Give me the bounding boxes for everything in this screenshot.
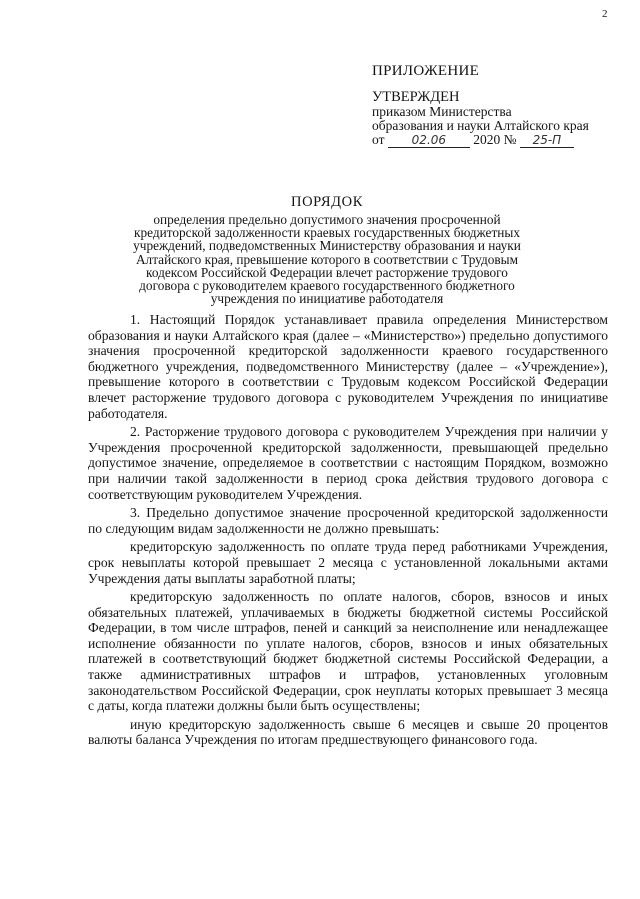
document-body [88,312,608,751]
order-year: 2020 [473,132,501,147]
from-label: от [372,132,385,147]
document-title-block [122,194,532,305]
handwritten-number: 25-П [520,134,574,148]
number-label: № [503,132,517,147]
order-line-2: образования и науки Алтайского края [372,118,589,133]
paragraph-3-item-2: кредиторскую задолженность по оплате налогов, сборов, взносов и иных обязательных платежей, уплачиваемых в бюджеты бюджетной системы Российской Федерации, в том числе штрафов, пеней и санкций за неисполнение или ненадлежащее исполнение обязанности по уплате налогов, сборов, взносов и иных обязательных платежей в соответствующий бюджет бюджетной системы Российской Федерации, а также административных штрафов и штрафов, установленных уголовным законодательством Российской Федерации, срок неуплаты которых превышает 3 месяца с даты, когда платежи должны были быть осуществлены; [88,589,608,714]
page-number: 2 [602,8,608,20]
appendix-label: ПРИЛОЖЕНИЕ [372,63,480,79]
paragraph-2: 2. Расторжение трудового договора с руководителем Учреждения при наличии у Учреждения просроченной кредиторской задолженности, превышающей предельно допустимое значение, определяемое в соответствии с настоящим Порядком, возможно при наличии такой задолженности в период срока действия трудового договора с соответствующим руководителем Учреждения. [88,424,608,502]
order-date-line [372,133,622,148]
paragraph-1: 1. Настоящий Порядок устанавливает правила определения Министерством образования и науки Алтайского края (далее – «Министерство») предельно допустимого значения просроченной кредиторской задолженности краевого государственного бюджетного учреждения, подведомственного Министерству (далее – «Учреждение»), превышение которого в соответствии с Трудовым кодексом Российской Федерации влечет расторжение трудового договора с руководителем Учреждения по инициативе работодателя. [88,312,608,421]
paragraph-3-item-3: иную кредиторскую задолженность свыше 6 месяцев и свыше 20 процентов валюты баланса Учреждения по итогам предшествующего финансового года. [88,716,608,748]
handwritten-date: 02.06 [388,134,470,148]
approved-label: УТВЕРЖДЕН [372,89,460,105]
document-title: ПОРЯДОК [291,194,363,210]
document-subtitle: определения предельно допустимого значения просроченной кредиторской задолженности краевых государственных бюджетных учреждений, подведомственных Министерству образования и науки Алтайского края, превышение которого в соответствии с Трудовым кодексом Российской Федерации влечет расторжение трудового договора с руководителем краевого государственного бюджетного учреждения по инициативе работодателя [133,212,521,307]
order-line-1: приказом Министерства [372,104,512,119]
paragraph-3-item-1: кредиторскую задолженность по оплате труда перед работниками Учреждения, срок невыплаты которой превышает 2 месяца с установленной локальными актами Учреждения даты выплаты заработной платы; [88,539,608,586]
approval-header [372,64,622,148]
paragraph-3: 3. Предельно допустимое значение просроченной кредиторской задолженности по следующим видам задолженности не должно превышать: [88,505,608,536]
